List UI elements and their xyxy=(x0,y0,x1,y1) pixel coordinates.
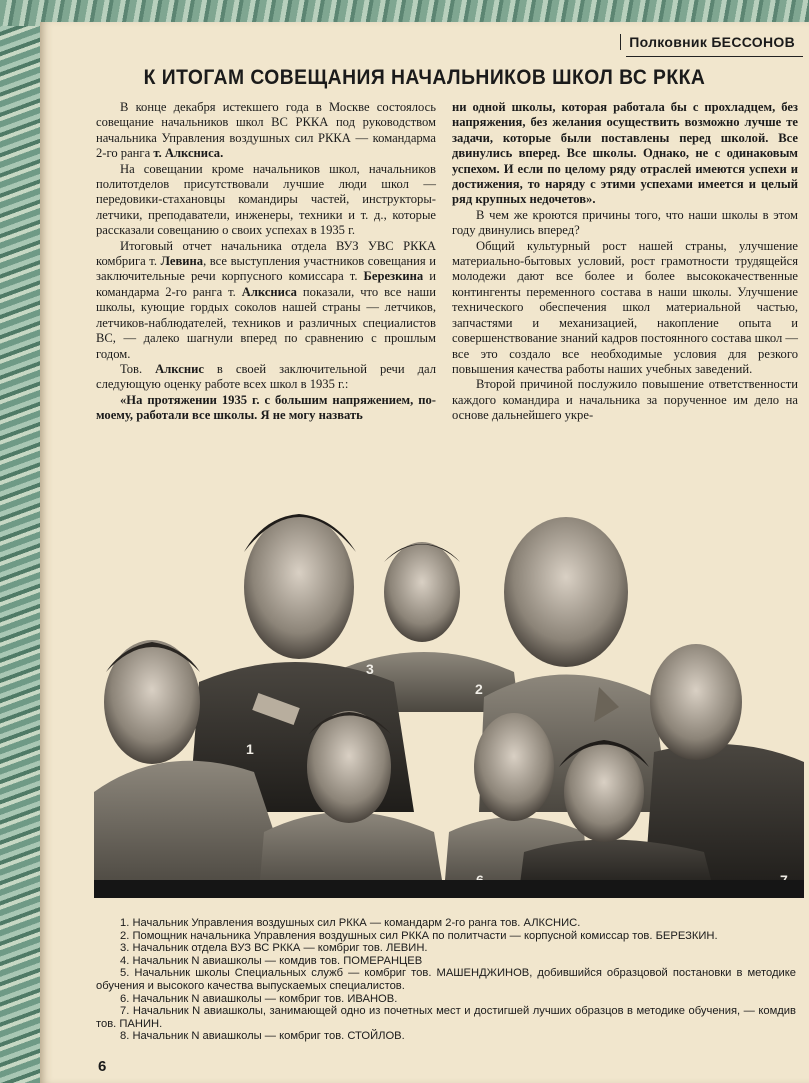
article-column-right xyxy=(452,100,798,424)
paragraph-6: Общий культурный рост нашей страны, улучшение материально-бытовых условий, рост грамотности трудящейся молодежи дают все более и более высококачественные контингенты переменного состава в наши школы. Улучшение технического обеспечения школ материальной частью, запчастями и механизацией, накопление опыта и совершенствование знаний кадров постоянного состава школ — все это создало все необходимые условия для резкого повышения качества работы наших учебных заведений. xyxy=(452,238,798,376)
caption-item: 3. Начальник отдела ВУЗ ВС РККА — комбриг тов. ЛЕВИН. xyxy=(120,942,428,955)
portrait-collage xyxy=(94,482,804,900)
paragraph-4: Тов. Алкснис в своей заключительной речи дал следующую оценку работе всех школ в 1935 г.: xyxy=(96,361,436,392)
magazine-page xyxy=(40,22,809,1083)
byline-rule xyxy=(626,56,803,57)
article-column-left xyxy=(96,100,436,424)
caption-item: 8. Начальник N авиашколы — комбриг тов. СТОЙЛОВ. xyxy=(120,1030,405,1043)
caption-item: 6. Начальник N авиашколы — комбриг тов. ИВАНОВ. xyxy=(120,992,398,1005)
portrait-number-1: 1 xyxy=(246,741,254,757)
photo-caption-list xyxy=(96,917,796,1043)
group-portrait-photo xyxy=(94,482,804,900)
paragraph-2: На совещании кроме начальников школ, начальников политотделов присутствовали лучшие люди школ — передовики-стахановцы командиры частей, инструкторы-летчики, преподаватели, инженеры, техники и т. д., которые рассказали совещанию о своих успехах в 1935 г. xyxy=(96,161,436,238)
magazine-binding-edge xyxy=(0,0,40,1083)
paragraph-5: В чем же кроются причины того, что наши школы в этом году двинулись вперед? xyxy=(452,207,798,238)
caption-item: 7. Начальник N авиашколы, занимающей одно из почетных мест и достигшей лучших образцов в методике обучения, — комдив тов. ПАНИН. xyxy=(96,1005,796,1030)
caption-item: 2. Помощник начальника Управления воздушных сил РККА по политчасти — корпусной комиссар тов. БЕРЕЗКИН. xyxy=(120,929,718,942)
photo-bottom-strip xyxy=(94,880,804,898)
paragraph-7: Второй причиной послужило повышение ответственности каждого командира и начальника за порученное им дело на основе дальнейшего укре- xyxy=(452,377,798,423)
quote-start: «На протяжении 1935 г. с большим напряжением, по-моему, работали все школы. Я не могу назвать xyxy=(96,392,436,423)
portrait-number-2: 2 xyxy=(475,681,483,697)
caption-item: 1. Начальник Управления воздушных сил РККА — командарм 2-го ранга тов. АЛКСНИС. xyxy=(120,917,581,929)
author-byline: Полковник БЕССОНОВ xyxy=(620,34,795,50)
caption-item: 5. Начальник школы Специальных служб — комбриг тов. МАШЕНДЖИНОВ, добившийся образцовой постановки в методике обучения и высокого качества выпускаемых специалистов. xyxy=(96,967,796,992)
caption-item: 4. Начальник N авиашколы — комдив тов. ПОМЕРАНЦЕВ xyxy=(120,954,423,967)
paragraph-3: Итоговый отчет начальника отдела ВУЗ УВС РККА комбрига т. Левина, все выступления участников совещания и заключительные речи корпусного комиссара т. Березкина и командарма 2-го ранга т. Алксниса показали, что все наши школы, кующие гордых соколов нашей страны — летчиков, летчиков-наблюдателей, техников и различных специалистов ВС, — далеко шагнули вперед по сравнению с прошлым годом. xyxy=(96,238,437,361)
article-title: К ИТОГАМ СОВЕЩАНИЯ НАЧАЛЬНИКОВ ШКОЛ ВС РККА xyxy=(143,66,706,89)
page-number: 6 xyxy=(98,1058,107,1075)
portrait-number-3: 3 xyxy=(366,661,374,677)
quote-continued: ни одной школы, которая работала бы с прохладцем, без напряжения, без желания осуществить возможно лучше те задачи, которые были поставлены перед школой. Все двинулись вперед. Все школы. Однако, не с одинаковым успехом. И если по целому ряду отраслей имеются успехи и достижения, то наряду с этими успехами имеется и целый ряд крупных недочетов». xyxy=(452,100,798,207)
paragraph-1: В конце декабря истекшего года в Москве состоялось совещание начальников школ ВС РККА под руководством начальника Управления воздушных сил РККА — командарма 2-го ранга т. Алксниса. xyxy=(96,100,436,161)
